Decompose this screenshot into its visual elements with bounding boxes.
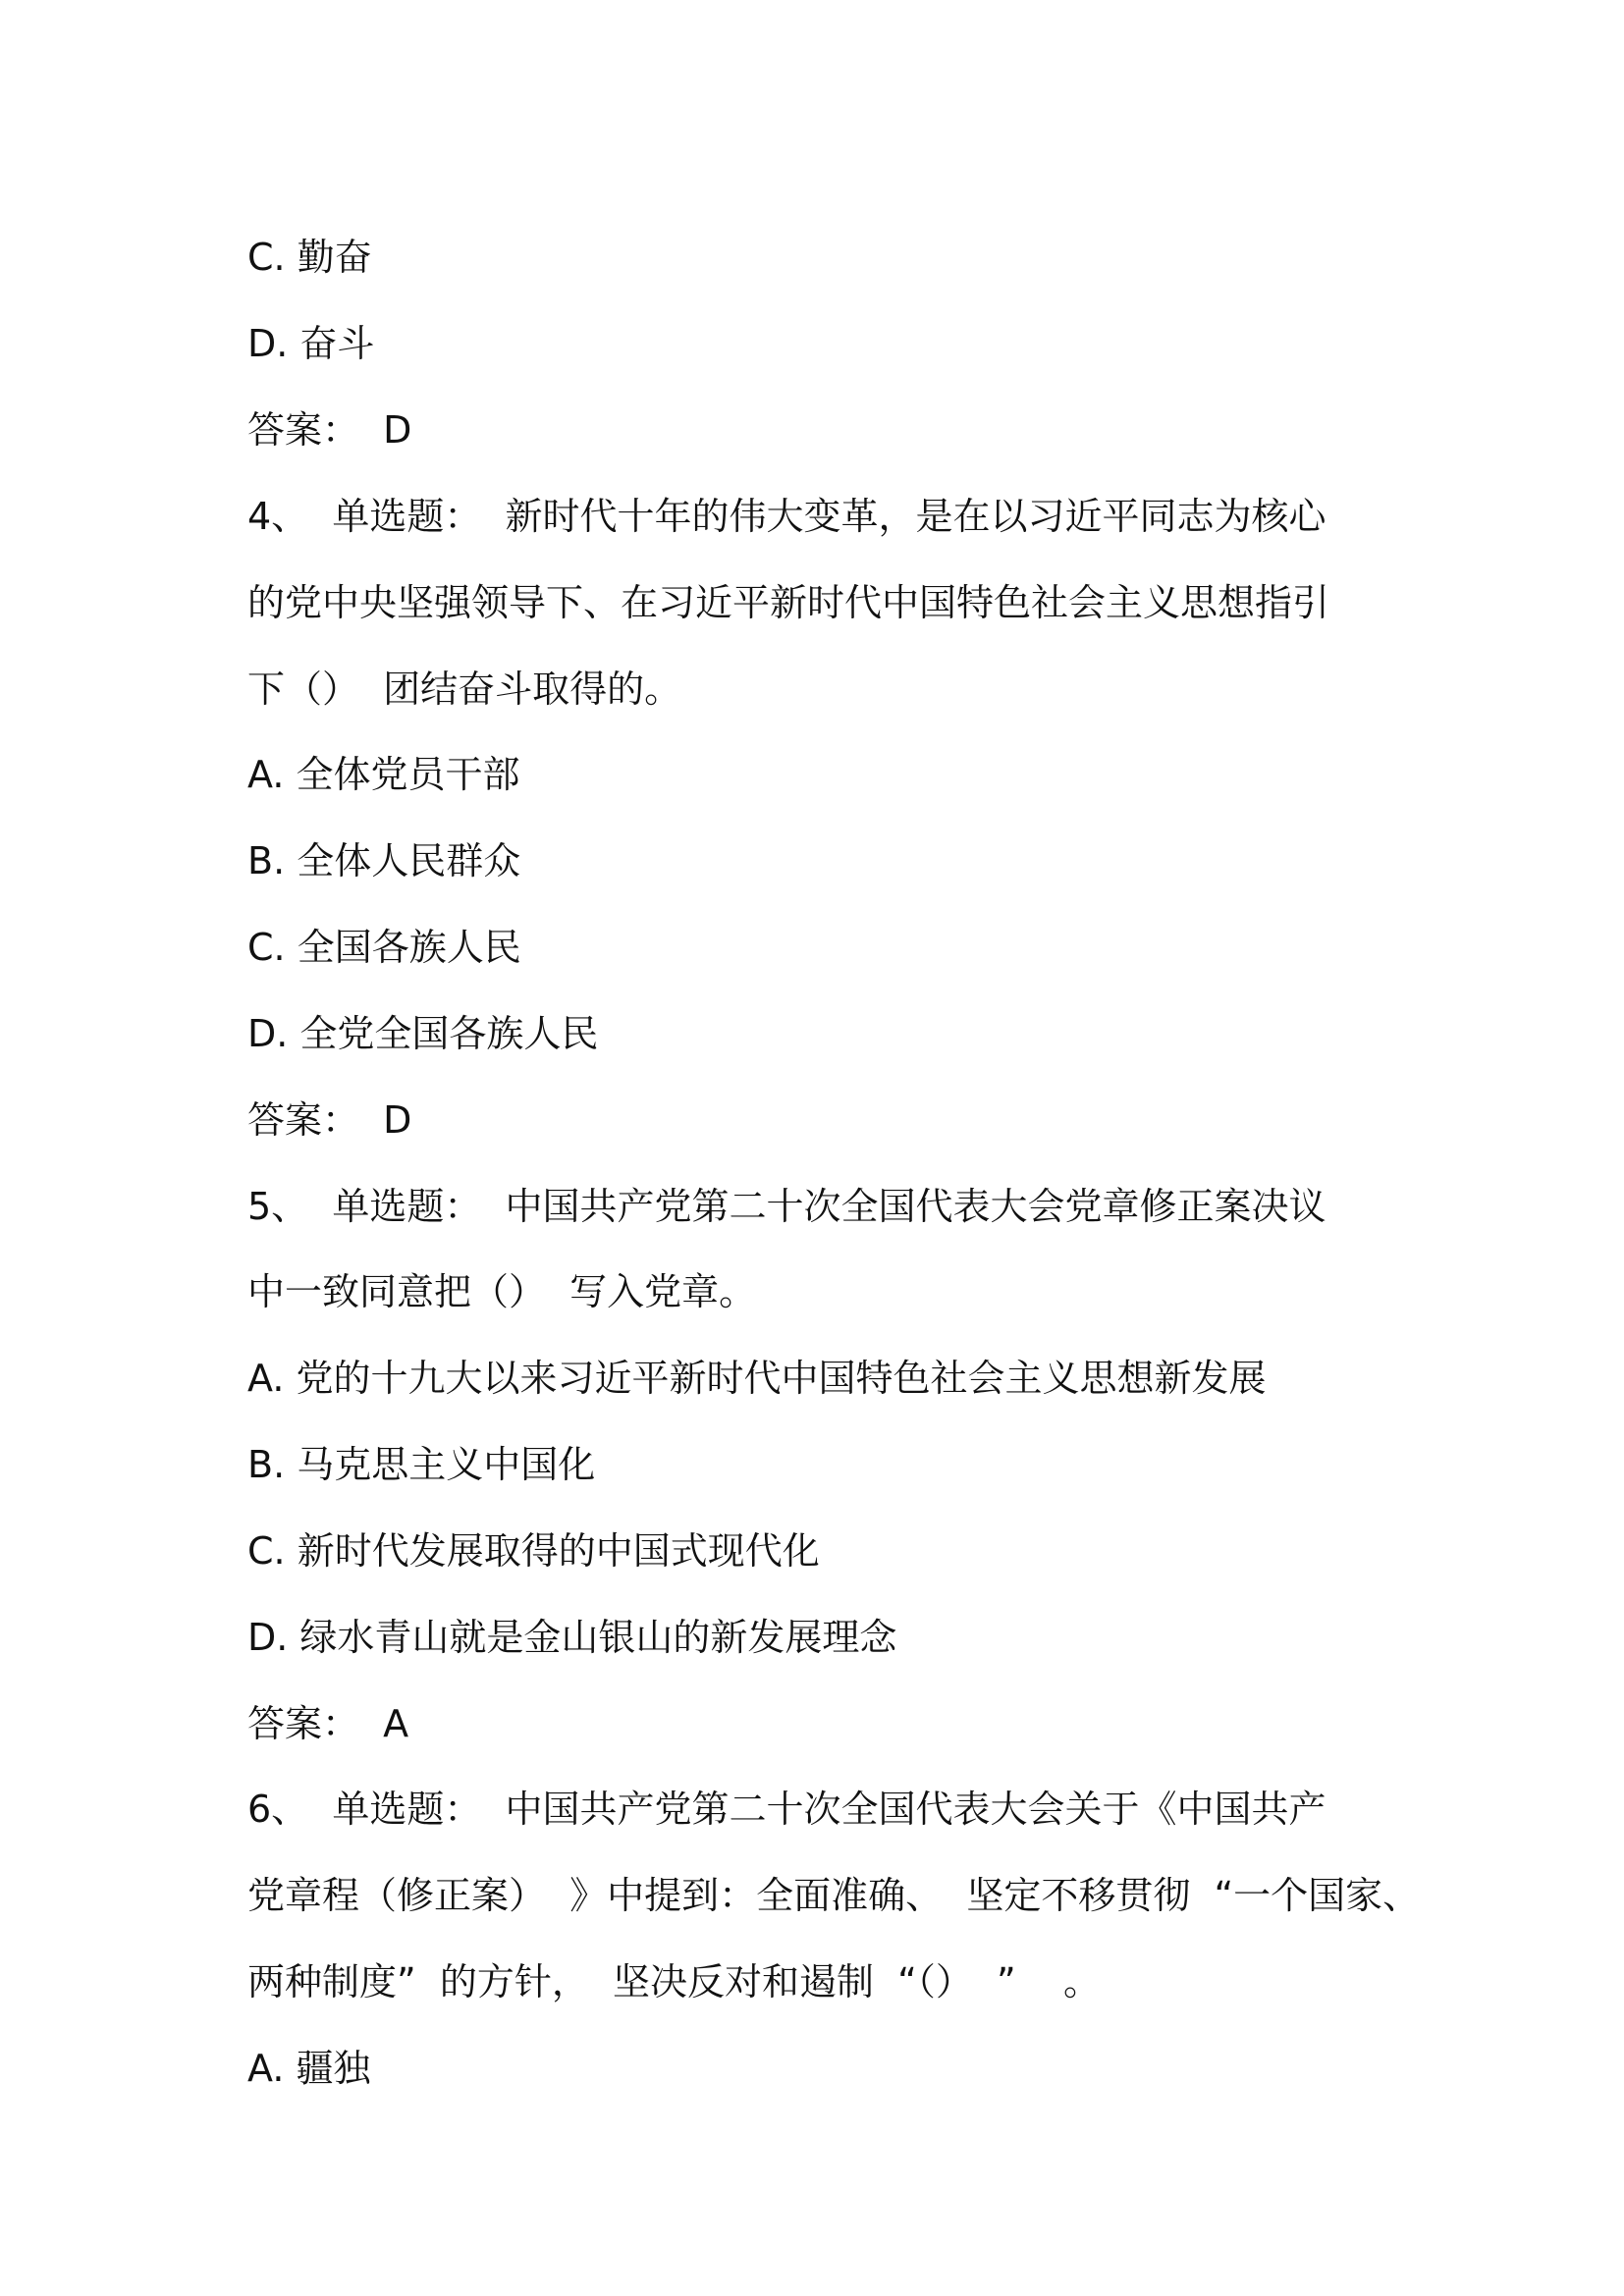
question-6-line-3: 两种制度” 的方针， 坚决反对和遏制 “（） ” 。 [247, 1960, 1102, 2003]
option-a-q6: A. 疆独 [247, 2047, 371, 2090]
question-6-line-2: 党章程（修正案） 》中提到：全面准确、 坚定不移贯彻 “一个国家、 [247, 1874, 1421, 1917]
question-5-line-2: 中一致同意把（） 写入党章。 [247, 1270, 757, 1313]
option-a-q4: A. 全体党员干部 [247, 753, 520, 796]
option-d-q3: D. 奋斗 [247, 322, 375, 365]
question-4-line-3: 下（） 团结奋斗取得的。 [247, 667, 682, 711]
option-c-q5: C. 新时代发展取得的中国式现代化 [247, 1529, 820, 1573]
answer-q4: 答案： D [247, 1098, 412, 1142]
option-c-q3: C. 勤奋 [247, 236, 372, 279]
answer-q5: 答案： A [247, 1702, 409, 1745]
answer-q3: 答案： D [247, 408, 412, 452]
question-6-line-1: 6、 单选题： 中国共产党第二十次全国代表大会关于《中国共产 [247, 1788, 1326, 1831]
question-5-line-1: 5、 单选题： 中国共产党第二十次全国代表大会党章修正案决议 [247, 1185, 1326, 1228]
option-d-q5: D. 绿水青山就是金山银山的新发展理念 [247, 1616, 897, 1659]
option-b-q5: B. 马克思主义中国化 [247, 1443, 596, 1486]
question-4-line-2: 的党中央坚强领导下、在习近平新时代中国特色社会主义思想指引 [247, 581, 1330, 624]
question-4-line-1: 4、 单选题： 新时代十年的伟大变革，是在以习近平同志为核心 [247, 495, 1326, 538]
option-b-q4: B. 全体人民群众 [247, 839, 521, 882]
option-d-q4: D. 全党全国各族人民 [247, 1012, 599, 1055]
option-a-q5: A. 党的十九大以来习近平新时代中国特色社会主义思想新发展 [247, 1357, 1267, 1400]
option-c-q4: C. 全国各族人民 [247, 926, 521, 969]
